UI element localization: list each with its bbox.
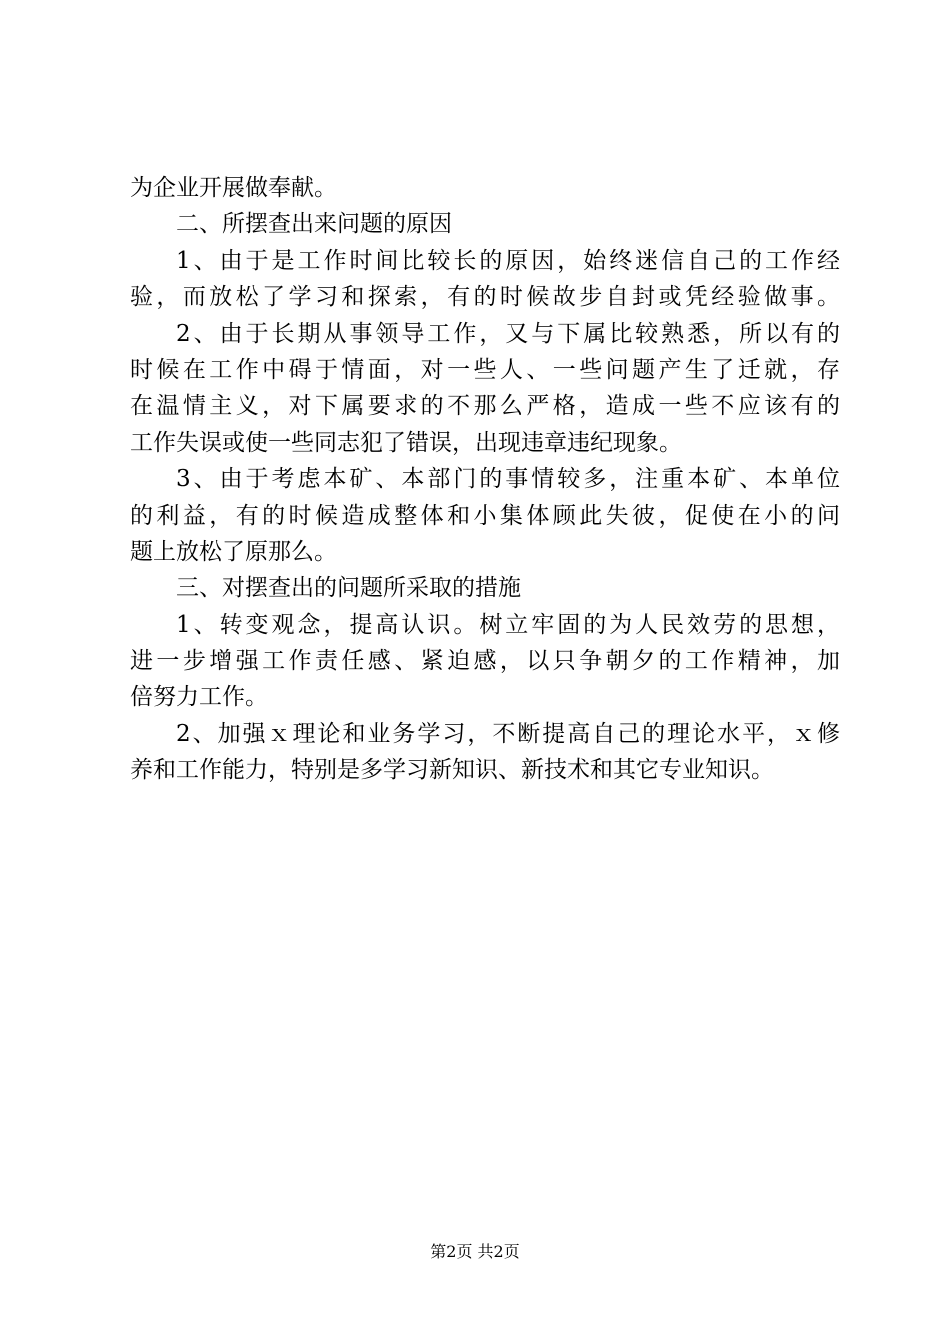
text-line: 2、由于长期从事领导工作，又与下属比较熟悉，所以有的 (176, 320, 840, 347)
text-line: 1、转变观念，提高认识。树立牢固的为人民效劳的思想， (176, 611, 840, 638)
text-line: 验，而放松了学习和探索，有的时候故步自封或凭经验做事。 (130, 284, 840, 311)
text-line: 1、由于是工作时间比较长的原因，始终迷信自己的工作经 (176, 247, 840, 274)
text-line: 的利益，有的时候造成整体和小集体顾此失彼，促使在小的问 (130, 502, 840, 529)
section-heading: 二、所摆查出来问题的原因 (176, 211, 452, 238)
text-line: 2、加强ｘ理论和业务学习，不断提高自己的理论水平，ｘ修 (176, 720, 840, 747)
section-heading: 三、对摆查出的问题所采取的措施 (176, 575, 521, 602)
text-line: 进一步增强工作责任感、紧迫感，以只争朝夕的工作精神，加 (130, 648, 840, 675)
text-line: 工作失误或使一些同志犯了错误，出现违章违纪现象。 (130, 429, 682, 456)
text-line: 题上放松了原那么。 (130, 538, 337, 565)
page-number-footer: 第2页 共2页 (430, 1242, 520, 1261)
text-line: 3、由于考虑本矿、本部门的事情较多，注重本矿、本单位 (176, 466, 840, 493)
document-body (130, 170, 840, 789)
text-line: 在温情主义，对下属要求的不那么严格，造成一些不应该有的 (130, 393, 840, 420)
text-line: 养和工作能力，特别是多学习新知识、新技术和其它专业知识。 (130, 757, 774, 784)
text-line: 倍努力工作。 (130, 684, 268, 711)
text-line: 为企业开展做奉献。 (130, 175, 337, 201)
text-line: 时候在工作中碍于情面，对一些人、一些问题产生了迁就，存 (130, 356, 840, 383)
